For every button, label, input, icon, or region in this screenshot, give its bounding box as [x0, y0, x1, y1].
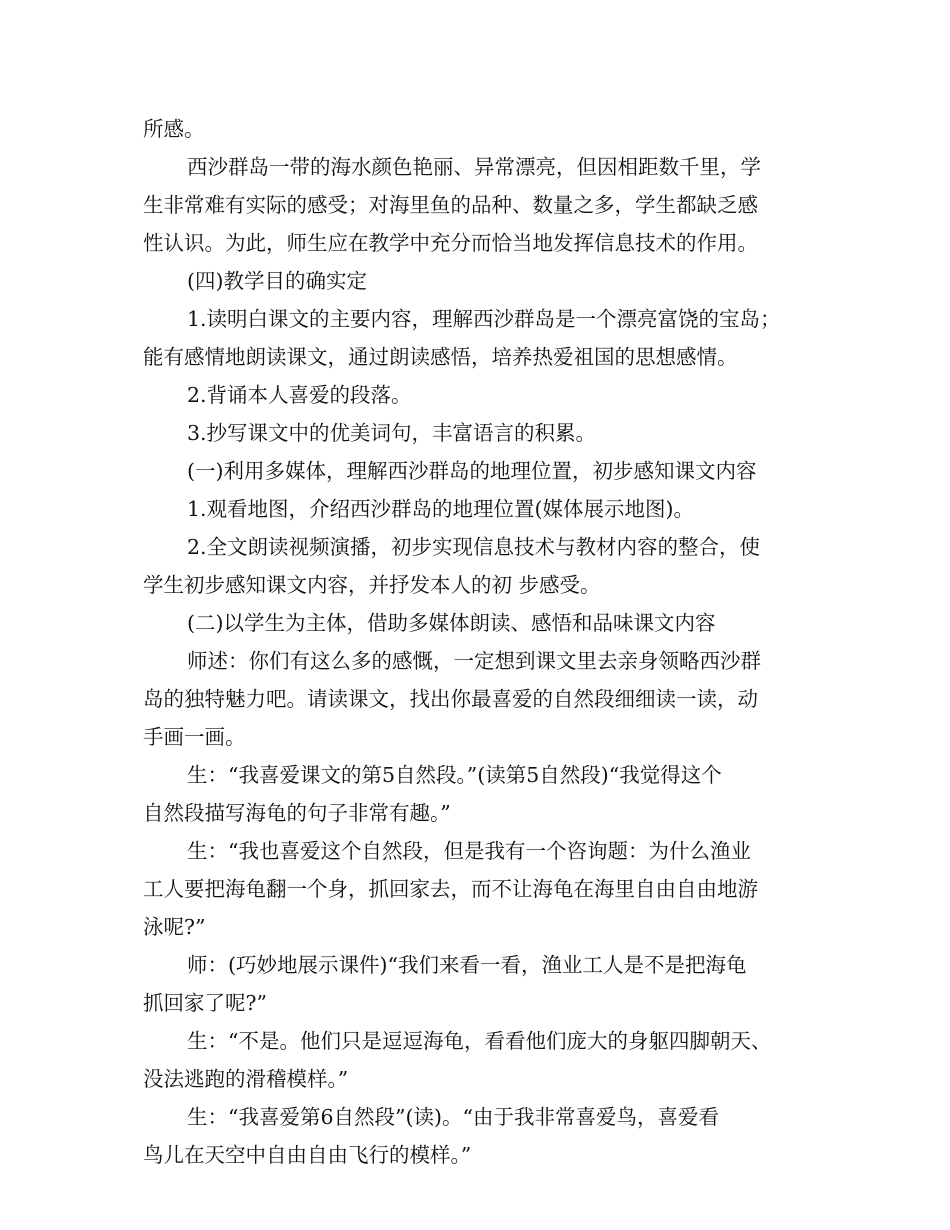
text-line: 生：“我喜爱课文的第5自然段。”(读第5自然段)“我觉得这个: [187, 763, 722, 787]
text-line: 所感。: [143, 117, 205, 141]
section-heading: (四)教学目的确实定: [187, 269, 367, 293]
text-line: 生：“不是。他们只是逗逗海龟，看看他们庞大的身躯四脚朝天、: [187, 1029, 772, 1053]
document-body: [143, 110, 823, 1174]
text-line: 1.读明白课文的主要内容，理解西沙群岛是一个漂亮富饶的宝岛；: [187, 307, 781, 331]
text-line: 生：“我也喜爱这个自然段，但是我有一个咨询题：为什么渔业: [187, 839, 751, 863]
text-line: 1.观看地图，介绍西沙群岛的地理位置(媒体展示地图)。: [187, 497, 695, 521]
text-line: 鸟儿在天空中自由自由飞行的模样。”: [143, 1143, 472, 1167]
section-heading: (二)以学生为主体，借助多媒体朗读、感悟和品味课文内容: [187, 611, 716, 635]
text-line: 手画一画。: [143, 725, 246, 749]
text-line: 2.背诵本人喜爱的段落。: [187, 383, 412, 407]
text-line: 抓回家了呢?”: [143, 991, 267, 1015]
text-line: 能有感情地朗读课文，通过朗读感悟，培养热爱祖国的思想感情。: [143, 345, 738, 369]
text-line: 自然段描写海龟的句子非常有趣。”: [143, 801, 451, 825]
text-line: 泳呢?”: [143, 915, 206, 939]
text-line: 生非常难有实际的感受；对海里鱼的品种、数量之多，学生都缺乏感: [143, 193, 758, 217]
text-line: 工人要把海龟翻一个身，抓回家去，而不让海龟在海里自由自由地游: [143, 877, 758, 901]
text-line: 性认识。为此，师生应在教学中充分而恰当地发挥信息技术的作用。: [143, 231, 758, 255]
text-line: 3.抄写课文中的优美词句，丰富语言的积累。: [187, 421, 597, 445]
text-line: 西沙群岛一带的海水颜色艳丽、异常漂亮，但因相距数千里，学: [187, 155, 761, 179]
text-line: 生：“我喜爱第6自然段”(读)。“由于我非常喜爱鸟，喜爱看: [187, 1105, 719, 1129]
text-line: 学生初步感知课文内容，并抒发本人的初 步感受。: [143, 573, 601, 597]
section-heading: (一)利用多媒体，理解西沙群岛的地理位置，初步感知课文内容: [187, 459, 757, 483]
text-line: 师述：你们有这么多的感慨，一定想到课文里去亲身领略西沙群: [187, 649, 761, 673]
text-line: 2.全文朗读视频演播，初步实现信息技术与教材内容的整合，使: [187, 535, 761, 559]
text-line: 岛的独特魅力吧。请读课文，找出你最喜爱的自然段细细读一读，动: [143, 687, 758, 711]
text-line: 师：(巧妙地展示课件)“我们来看一看，渔业工人是不是把海龟: [187, 953, 747, 977]
text-line: 没法逃跑的滑稽模样。”: [143, 1067, 349, 1091]
